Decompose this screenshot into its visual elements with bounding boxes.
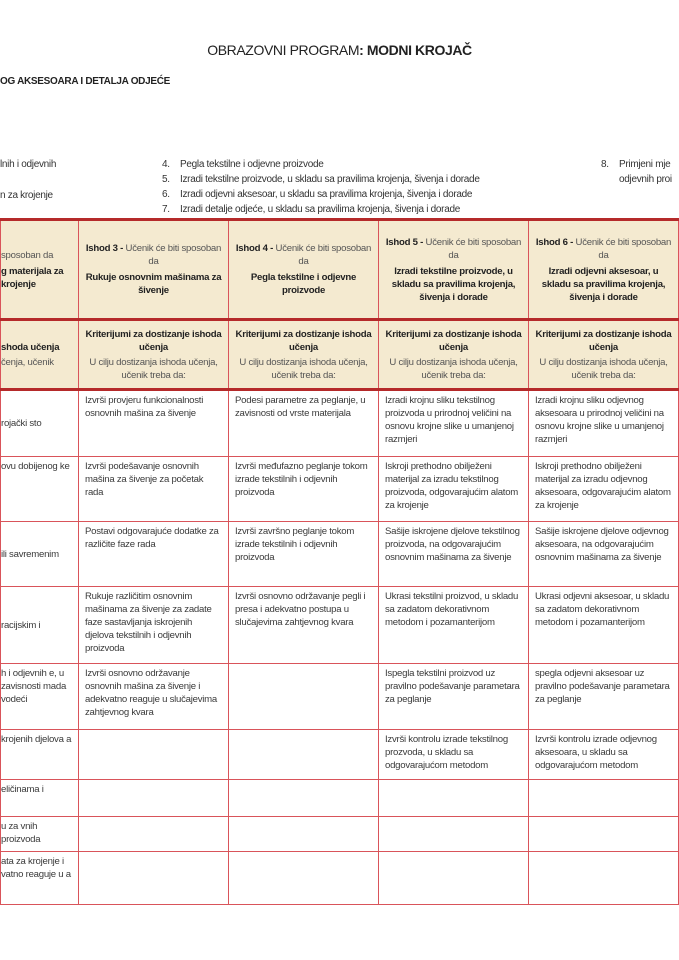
- criterion-cell: [529, 852, 679, 905]
- criterion-cell: Izradi krojnu sliku tekstilnog proizvoda u prirodnoj veličini na osnovu krojne slike u umanjenoj razmjeri: [379, 390, 529, 457]
- outcomes-table: [0, 218, 679, 905]
- criterion-cell: [229, 780, 379, 817]
- outcome-header-row: [1, 220, 679, 320]
- outcome-fragment: n za krojenje: [0, 190, 53, 201]
- outcome-text: Pegla tekstilne i odjevne proizvode: [180, 159, 324, 170]
- outcome-number: 5.: [162, 174, 170, 185]
- criterion-cell: [79, 852, 229, 905]
- criterion-cell: [229, 852, 379, 905]
- criteria-header-cell: [529, 320, 679, 390]
- outcome-title: g materijala za krojenje: [1, 265, 64, 290]
- criteria-header-cell: [1, 320, 79, 390]
- criterion-cell: rojački sto: [1, 390, 79, 457]
- criterion-cell: Podesi parametre za peglanje, u zavisnosti od vrste materijala: [229, 390, 379, 457]
- criterion-cell: [79, 730, 229, 780]
- criterion-cell: Izvrši kontrolu izrade tekstilnog prozvoda, u skladu sa odgovarajućom metodom: [379, 730, 529, 780]
- criterion-cell: [379, 780, 529, 817]
- outcome-number: 4.: [162, 159, 170, 170]
- outcome-number: 7.: [162, 204, 170, 215]
- table-row: [1, 852, 679, 905]
- table-row: [1, 390, 679, 457]
- outcome-title: Pegla tekstilne i odjevne proizvode: [250, 272, 357, 296]
- table-row: [1, 522, 679, 587]
- criteria-subtitle: U cilju dostizanja ishoda učenja, učenik treba da:: [389, 356, 518, 381]
- criterion-cell: Rukuje različitim osnovnim mašinama za šivenje za zadate faze sastavljanja iskrojenih djelova tekstilnih i odjevnih proizvoda: [79, 587, 229, 664]
- table-row: [1, 780, 679, 817]
- criterion-cell: Izvrši osnovno održavanje pegli i presa i adekvatno postupa u slučajevima zahtjevnog kvara: [229, 587, 379, 664]
- criterion-cell: racijskim i: [1, 587, 79, 664]
- outcome-intro: sposoban da: [1, 249, 54, 261]
- outcome-item: [162, 189, 472, 200]
- criterion-cell: spegla odjevni aksesoar uz pravilno podešavanje parametara za peglanje: [529, 664, 679, 730]
- outcome-label: Ishod 6 -: [535, 236, 574, 248]
- criteria-header-cell: [79, 320, 229, 390]
- outcome-item: [162, 174, 480, 185]
- criteria-subtitle: U cilju dostizanja ishoda učenja, učenik treba da:: [539, 356, 668, 381]
- outcome-item: [162, 159, 324, 170]
- criterion-cell: eličinama i: [1, 780, 79, 817]
- criterion-cell: [79, 817, 229, 852]
- criterion-cell: [529, 817, 679, 852]
- criterion-cell: Iskroji prethodno obilježeni materijal za izradu tekstilnog proizvoda, odgovarajućim alatom za krojenje: [379, 457, 529, 522]
- criterion-cell: [229, 730, 379, 780]
- module-subtitle: OG AKSESOARA I DETALJA ODJEĆE: [0, 76, 171, 87]
- outcome-number: 6.: [162, 189, 170, 200]
- outcome-header-cell: [1, 220, 79, 320]
- criteria-header-cell: [379, 320, 529, 390]
- criterion-cell: Ispegla tekstilni proizvod uz pravilno podešavanje parametara za peglanje: [379, 664, 529, 730]
- outcome-label: Ishod 3 -: [85, 243, 124, 254]
- outcome-text: Izradi detalje odjeće, u skladu sa pravilima krojenja, šivenja i dorade: [180, 204, 460, 215]
- page-title: [0, 42, 679, 58]
- outcome-header-cell: [79, 220, 229, 320]
- table-row: [1, 457, 679, 522]
- outcome-number: 8.: [601, 159, 609, 170]
- title-prefix: OBRAZOVNI PROGRAM: [207, 42, 360, 58]
- criterion-cell: Ukrasi odjevni aksesoar, u skladu sa zadatom dekorativnom metodom i pozamanterijom: [529, 587, 679, 664]
- outcome-title: Rukuje osnovnim mašinama za šivenje: [85, 272, 222, 296]
- criteria-title: Kriterijumi za dostizanje ishoda učenja: [385, 328, 522, 353]
- criterion-cell: Izvrši podešavanje osnovnih mašina za šivenje za početak rada: [79, 457, 229, 522]
- criteria-subtitle: U cilju dostizanja ishoda učenja, učenik treba da:: [89, 356, 218, 381]
- outcome-label: Ishod 5 -: [385, 236, 424, 248]
- outcome-text: Izradi tekstilne proizvode, u skladu sa pravilima krojenja, šivenja i dorade: [180, 174, 480, 185]
- criteria-title: shoda učenja: [1, 341, 60, 353]
- criteria-header-row: [1, 320, 679, 390]
- criterion-cell: ili savremenim: [1, 522, 79, 587]
- title-separator: :: [359, 42, 367, 58]
- criterion-cell: ata za krojenje i vatno reaguje u a: [1, 852, 79, 905]
- table-row: [1, 587, 679, 664]
- criterion-cell: ovu dobijenog ke: [1, 457, 79, 522]
- outcome-label: Ishod 4 -: [235, 243, 274, 254]
- outcome-title: Izradi tekstilne proizvode, u skladu sa pravilima krojenja, šivenja i dorade: [391, 265, 516, 303]
- criterion-cell: Postavi odgovarajuće dodatke za različite faze rada: [79, 522, 229, 587]
- outcome-header-cell: [529, 220, 679, 320]
- criterion-cell: krojenih djelova a: [1, 730, 79, 780]
- criteria-subtitle: čenja, učenik: [1, 356, 54, 368]
- outcome-intro: Učenik će biti sposoban da: [575, 236, 672, 261]
- criterion-cell: Izvrši završno peglanje tokom izrade tekstilnih i odjevnih proizvoda: [229, 522, 379, 587]
- outcome-item: [601, 159, 670, 170]
- criterion-cell: u za vnih proizvoda: [1, 817, 79, 852]
- criteria-title: Kriterijumi za dostizanje ishoda učenja: [535, 328, 672, 353]
- program-name: MODNI KROJAČ: [366, 42, 472, 58]
- outcome-text: Primjeni mje: [619, 159, 671, 170]
- outcome-item: [162, 204, 460, 215]
- table-row: [1, 664, 679, 730]
- criterion-cell: [379, 852, 529, 905]
- criterion-cell: Izvrši provjeru funkcionalnosti osnovnih mašina za šivenje: [79, 390, 229, 457]
- criteria-title: Kriterijumi za dostizanje ishoda učenja: [235, 328, 372, 353]
- outcome-intro: Učenik će biti sposoban da: [275, 243, 372, 267]
- outcome-text: odjevnih proi: [619, 174, 672, 185]
- outcome-intro: Učenik će biti sposoban da: [425, 236, 522, 261]
- criteria-header-cell: [229, 320, 379, 390]
- criterion-cell: Sašije iskrojene djelove odjevnog aksesoara, na odgovarajućim osnovnim mašinama za šivenje: [529, 522, 679, 587]
- criterion-cell: [229, 664, 379, 730]
- criterion-cell: [529, 780, 679, 817]
- outcome-text: Izradi odjevni aksesoar, u skladu sa pravilima krojenja, šivenja i dorade: [180, 189, 473, 200]
- criterion-cell: Izradi krojnu sliku odjevnog aksesoara u prirodnoj veličini na osnovu krojne slike u umanjenoj razmjeri: [529, 390, 679, 457]
- criterion-cell: [229, 817, 379, 852]
- criterion-cell: Izvrši osnovno održavanje osnovnih mašina za šivenje i adekvatno reaguje u slučajevima zahtjevnog kvara: [79, 664, 229, 730]
- criteria-title: Kriterijumi za dostizanje ishoda učenja: [85, 328, 222, 353]
- criterion-cell: Sašije iskrojene djelove tekstilnog proizvoda, na odgovarajućim osnovnim mašinama za šivenje: [379, 522, 529, 587]
- table-row: [1, 730, 679, 780]
- outcome-header-cell: [379, 220, 529, 320]
- outcome-intro: Učenik će biti sposoban da: [125, 243, 222, 267]
- outcome-fragment: lnih i odjevnih: [0, 159, 57, 170]
- table-row: [1, 817, 679, 852]
- criterion-cell: h i odjevnih e, u zavisnosti mada vodeći: [1, 664, 79, 730]
- criterion-cell: Izvrši međufazno peglanje tokom izrade tekstilnih i odjevnih proizvoda: [229, 457, 379, 522]
- criterion-cell: Iskroji prethodno obilježeni materijal za izradu odjevnog aksesoara, odgovarajućim alatom za krojenje: [529, 457, 679, 522]
- criterion-cell: Izvrši kontrolu izrade odjevnog aksesoara, u skladu sa odgovarajućom metodom: [529, 730, 679, 780]
- criteria-subtitle: U cilju dostizanja ishoda učenja, učenik treba da:: [239, 356, 368, 381]
- criterion-cell: [379, 817, 529, 852]
- criterion-cell: [79, 780, 229, 817]
- outcome-title: Izradi odjevni aksesoar, u skladu sa pravilima krojenja, šivenja i dorade: [541, 265, 666, 303]
- outcome-header-cell: [229, 220, 379, 320]
- criterion-cell: Ukrasi tekstilni proizvod, u skladu sa zadatom dekorativnom metodom i pozamanterijom: [379, 587, 529, 664]
